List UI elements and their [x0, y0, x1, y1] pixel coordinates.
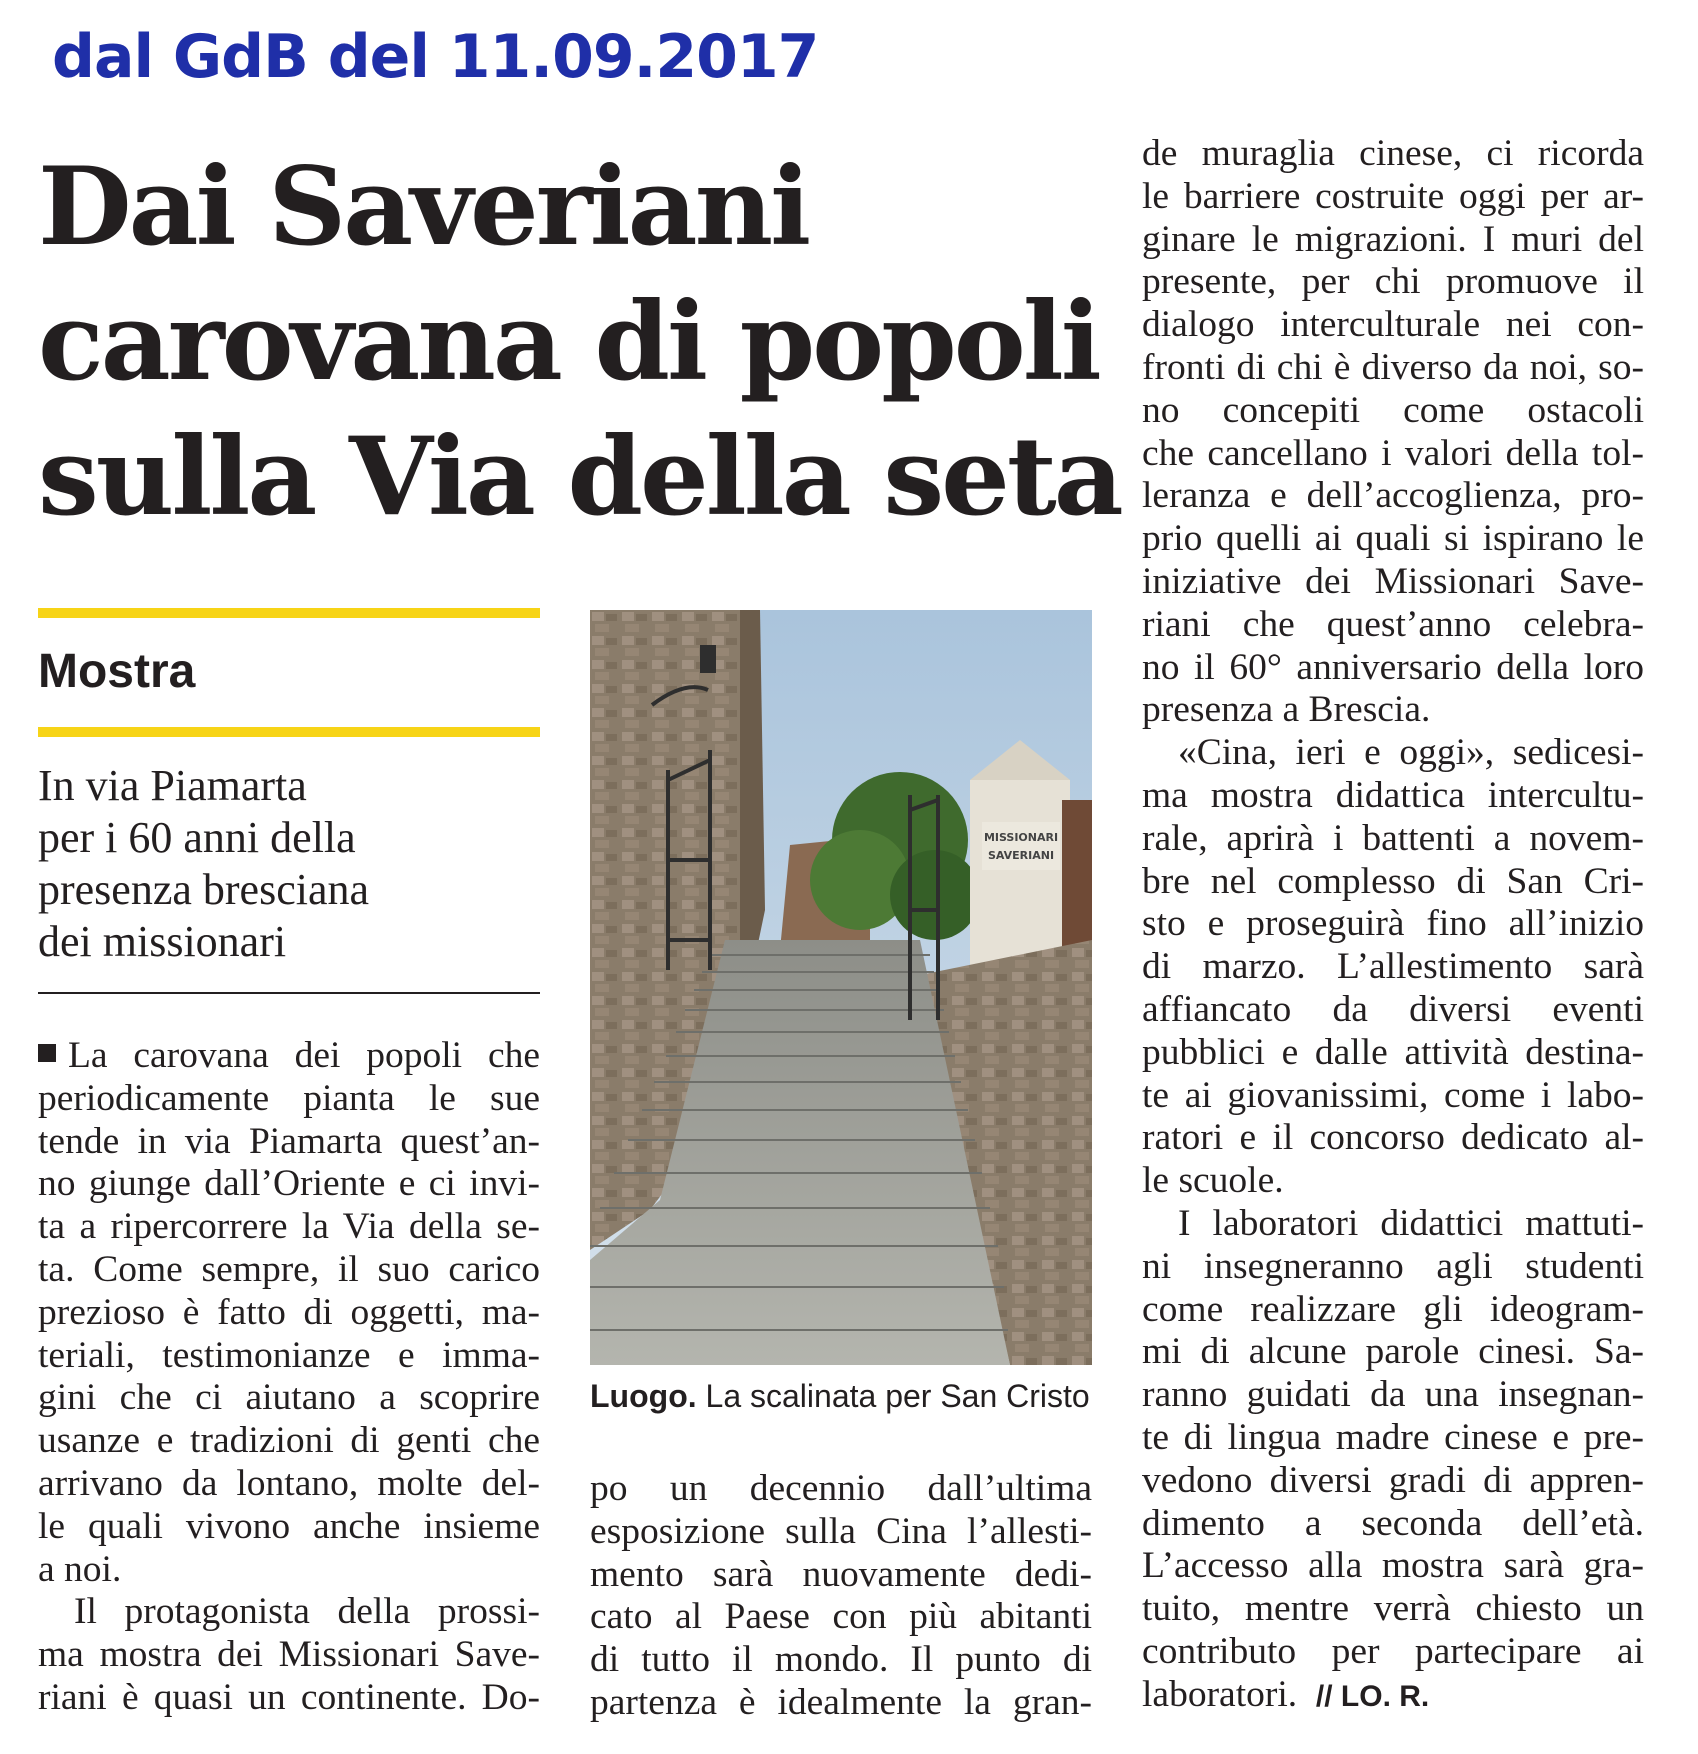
- text-line: ta a ripercorrere la Via della se-: [38, 1206, 540, 1248]
- text-line: ta. Come sempre, il suo carico: [38, 1248, 540, 1290]
- text-line: ratori e il concorso dedicato al-: [1142, 1117, 1644, 1159]
- text-line: di tutto il mondo. Il punto di: [590, 1639, 1092, 1681]
- yellow-rule: [38, 608, 540, 618]
- text-line: «Cina, ieri e oggi», sedicesi-: [1178, 732, 1644, 774]
- text-line: po un decennio dall’ultima: [590, 1468, 1092, 1509]
- text-line: le barriere costruite oggi per ar-: [1142, 175, 1644, 217]
- section-label: Mostra: [38, 645, 196, 698]
- author-signature: // LO. R.: [1315, 1679, 1430, 1713]
- summary: [38, 760, 540, 968]
- headline-line: sulla Via della seta: [38, 414, 1121, 540]
- summary-line: dei missionari: [38, 917, 287, 966]
- summary-rule: [38, 992, 540, 994]
- text-line: riani che quest’anno celebra-: [1142, 603, 1644, 645]
- text-line: L’accesso alla mostra sarà gra-: [1142, 1545, 1644, 1587]
- text-line: ma mostra didattica intercultu-: [1142, 774, 1644, 816]
- text-line: che cancellano i valori della tol-: [1142, 432, 1644, 474]
- text-line: presente, per chi promuove il: [1142, 261, 1644, 303]
- bullet-square-icon: [38, 1044, 56, 1062]
- text-line: de muraglia cinese, ci ricorda: [1142, 133, 1644, 174]
- text-line: ranno guidati da una insegnan-: [1142, 1374, 1644, 1416]
- text-line: laboratori. // LO. R.: [1142, 1673, 1430, 1715]
- text-line: teriali, testimonianze e imma-: [38, 1334, 540, 1376]
- text-line: no giunge dall’Oriente e ci invi-: [38, 1163, 540, 1205]
- text-line: no il 60° anniversario della loro: [1142, 646, 1644, 688]
- text-line: bre nel complesso di San Cri-: [1142, 860, 1644, 902]
- headline: [38, 140, 1121, 545]
- text-line: Il protagonista della prossi-: [74, 1591, 540, 1633]
- text-line: iniziative dei Missionari Save-: [1142, 560, 1644, 602]
- headline-line: carovana di popoli: [38, 279, 1099, 405]
- summary-line: presenza bresciana: [38, 865, 370, 914]
- article-column-2: [590, 1468, 1092, 1725]
- photo-caption: [590, 1378, 1090, 1415]
- text-line: contributo per partecipare ai: [1142, 1630, 1644, 1672]
- text-line: vedono diversi gradi di appren-: [1142, 1459, 1644, 1501]
- text-line: mi di alcune parole cinesi. Sa-: [1142, 1331, 1644, 1373]
- text-line: fronti di chi è diverso da noi, so-: [1142, 346, 1644, 388]
- text-line: usanze e tradizioni di genti che: [38, 1420, 540, 1462]
- text-line: cato al Paese con più abitanti: [590, 1596, 1092, 1638]
- caption-label: Luogo.: [590, 1378, 697, 1414]
- text-line: La carovana dei popoli che: [38, 1035, 540, 1078]
- yellow-rule: [38, 727, 540, 737]
- text-line: mento sarà nuovamente dedi-: [590, 1553, 1092, 1595]
- text-line: le quali vivono anche insieme: [38, 1505, 540, 1547]
- text-line: dialogo interculturale nei con-: [1142, 304, 1644, 346]
- text-line: riani è quasi un continente. Do-: [38, 1676, 540, 1718]
- article-column-3: [1142, 133, 1644, 1716]
- sign-text-line: MISSIONARI: [983, 831, 1059, 844]
- text-line: periodicamente pianta le sue: [38, 1077, 540, 1119]
- article-column-1: [38, 1035, 540, 1720]
- source-date: dal GdB del 11.09.2017: [52, 22, 819, 92]
- text-line: te ai giovanissimi, come i labo-: [1142, 1074, 1644, 1116]
- text-line: arrivano da lontano, molte del-: [38, 1462, 540, 1504]
- text-line: le scuole.: [1142, 1160, 1284, 1202]
- summary-line: per i 60 anni della: [38, 813, 356, 862]
- sign-text-line: SAVERIANI: [987, 849, 1055, 862]
- text-line: esposizione sulla Cina l’allesti-: [590, 1510, 1092, 1552]
- summary-line: In via Piamarta: [38, 761, 307, 810]
- text-line: pubblici e dalle attività destina-: [1142, 1031, 1644, 1073]
- text-line: prio quelli ai quali si ispirano le: [1142, 518, 1644, 560]
- text-line: leranza e dell’accoglienza, pro-: [1142, 475, 1644, 517]
- text-line: no concepiti come ostacoli: [1142, 389, 1644, 431]
- text-line: dimento a seconda dell’età.: [1142, 1502, 1644, 1544]
- text-line: tende in via Piamarta quest’an-: [38, 1120, 540, 1162]
- text-line: prezioso è fatto di oggetti, ma-: [38, 1291, 540, 1333]
- caption-text: La scalinata per San Cristo: [705, 1378, 1090, 1414]
- text-line: gini che ci aiutano a scoprire: [38, 1377, 540, 1419]
- text-line: di marzo. L’allestimento sarà: [1142, 946, 1644, 988]
- text-line: rale, aprirà i battenti a novem-: [1142, 817, 1644, 859]
- text-line: ni insegneranno agli studenti: [1142, 1245, 1644, 1287]
- text-line: ma mostra dei Missionari Save-: [38, 1634, 540, 1676]
- text-line: tuito, mentre verrà chiesto un: [1142, 1588, 1644, 1630]
- photo-staircase: [590, 610, 1092, 1365]
- text-line: sto e proseguirà fino all’inizio: [1142, 903, 1644, 945]
- text-line: come realizzare gli ideogram-: [1142, 1288, 1644, 1330]
- text-line: partenza è idealmente la gran-: [590, 1681, 1092, 1723]
- text-line: te di lingua madre cinese e pre-: [1142, 1416, 1644, 1458]
- text-line: ginare le migrazioni. I muri del: [1142, 218, 1644, 260]
- text-line: I laboratori didattici mattuti-: [1178, 1202, 1644, 1244]
- text-line: presenza a Brescia.: [1142, 689, 1431, 731]
- headline-line: Dai Saveriani: [38, 144, 809, 270]
- text-line: a noi.: [38, 1548, 122, 1590]
- text-line: affiancato da diversi eventi: [1142, 988, 1644, 1030]
